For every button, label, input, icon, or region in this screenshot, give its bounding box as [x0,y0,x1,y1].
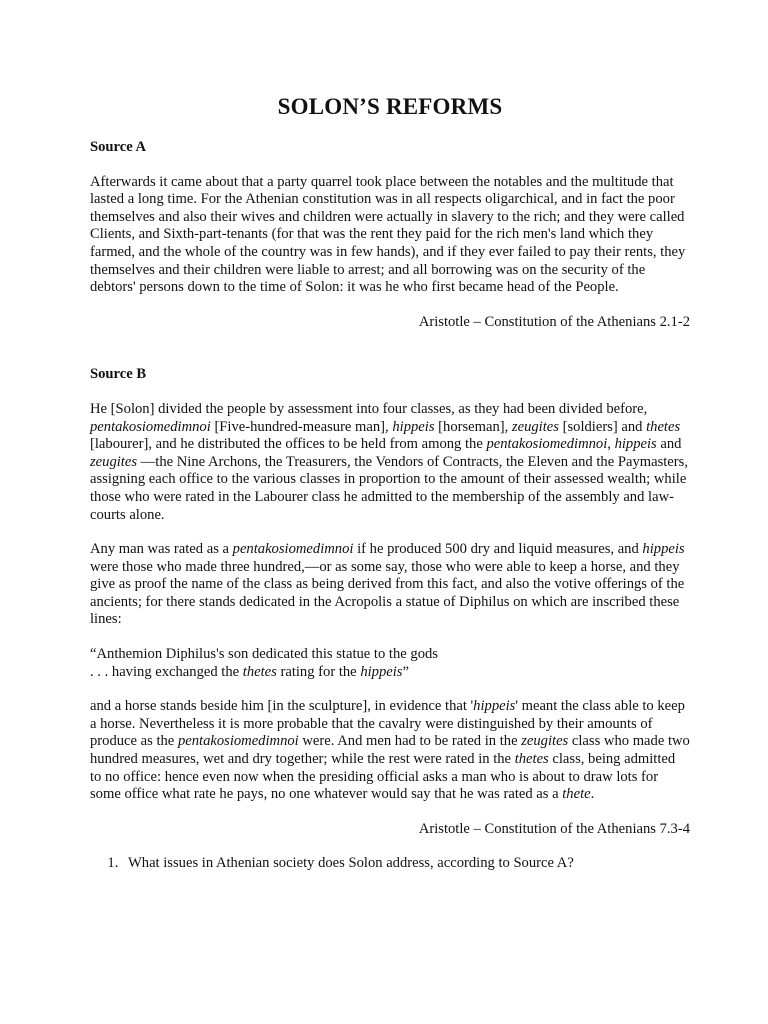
greek-term: hippeis [360,663,403,680]
greek-term: hippeis [473,698,516,715]
text-run: [horseman], [434,418,512,435]
greek-term: thete [562,786,591,803]
source-b-citation: Aristotle – Constitution of the Athenians 7.3-4 [418,820,690,837]
text-run: ” [402,663,409,680]
text-run: . . . having exchanged the [90,663,243,680]
question-item: 1. What issues in Athenian society does Solon address, according to Source A? [122,855,690,873]
text-run: class, being admitted to no office: hence even now when the presiding official asks a man who is about to draw lots for some office what rate he pays, no one whatever would say that he was rated as a [90,751,676,803]
text-run: , [607,436,615,453]
greek-term: thetes [514,751,549,768]
text-run: and a horse stands beside him [in the sculpture], in evidence that ' [90,698,474,715]
text-run: He [Solon] divided the people by assessment into four classes, as they had been divided before, [90,400,648,417]
text-run: and [656,436,682,453]
text-run: were. And men had to be rated in the [298,733,522,750]
document-title: SOLON’S REFORMS [277,94,503,119]
text-run: rating for the [276,663,361,680]
greek-term: zeugites [511,418,559,435]
text-run: if he produced 500 dry and liquid measures, and [353,541,643,558]
question-list [90,855,690,873]
document-page [90,92,690,873]
text-run: [soldiers] and [558,418,647,435]
text-run: class who made two hundred measures, wet and dry together; while the rest were rated in the [90,733,690,768]
text-run: were those who made three hundred,—or as some say, those who were able to keep a horse, and they give as proof the name of the class as being derived from this fact, and also the votive offerings of the ancients; for there stands dedicated in the Acropolis a statue of Diphilus on which are inscribed these lines: [90,558,685,628]
inscription-quote [90,646,690,681]
text-run: —the Nine Archons, the Treasurers, the Vendors of Contracts, the Eleven and the Paymasters, assigning each office to the various classes in proportion to the amount of their assessed wealth; while those who were rated in the Labourer class he admitted to the membership of the assembly and law-courts alone. [90,453,688,523]
greek-term: thetes [646,418,681,435]
greek-term: zeugites [90,453,138,470]
text-run: [Five-hundred-measure man], [210,418,393,435]
greek-term: zeugites [521,733,569,750]
source-a-heading: Source A [90,139,147,155]
source-a-paragraph: Afterwards it came about that a party quarrel took place between the notables and the multitude that lasted a long time. For the Athenian constitution was in all respects oligarchical, and in fact the poor themselves and also their wives and children were actually in slavery to the rich; and they were called Clients, and Sixth-part-tenants (for that was the rent they paid for the rich men's land which they farmed, and the whole of the country was in few hands), and if they ever failed to pay their rents, they themselves and their children were liable to arrest; and all borrowing was on the security of the debtors' persons down to the time of Solon: it was he who first became head of the People. [90,173,686,296]
source-a-citation: Aristotle – Constitution of the Athenians 2.1-2 [418,313,690,330]
text-run: Any man was rated as a [90,541,233,558]
greek-term: hippeis [392,418,435,435]
source-b-heading: Source B [90,366,147,383]
source-b-paragraph-3 [90,698,690,804]
text-run: . [590,786,595,803]
source-b-paragraph-1 [90,401,690,524]
source-b-paragraph-2 [90,541,690,629]
text-run: [labourer], and he distributed the offices to be held from among the [90,436,487,453]
greek-term: pentakosiomedimnoi [232,541,354,558]
greek-term: pentakosiomedimnoi [486,436,608,453]
text-run: ' meant the class able to keep a horse. Nevertheless it is more probable that the cavalry were distinguished by their amounts of produce as the [90,698,685,750]
greek-term: pentakosiomedimnoi [177,733,299,750]
greek-term: pentakosiomedimnoi [90,418,211,435]
greek-term: thetes [242,663,277,680]
greek-term: hippeis [642,541,685,558]
quote-line-1: “Anthemion Diphilus's son dedicated this statue to the gods [90,646,438,663]
greek-term: hippeis [614,436,657,453]
